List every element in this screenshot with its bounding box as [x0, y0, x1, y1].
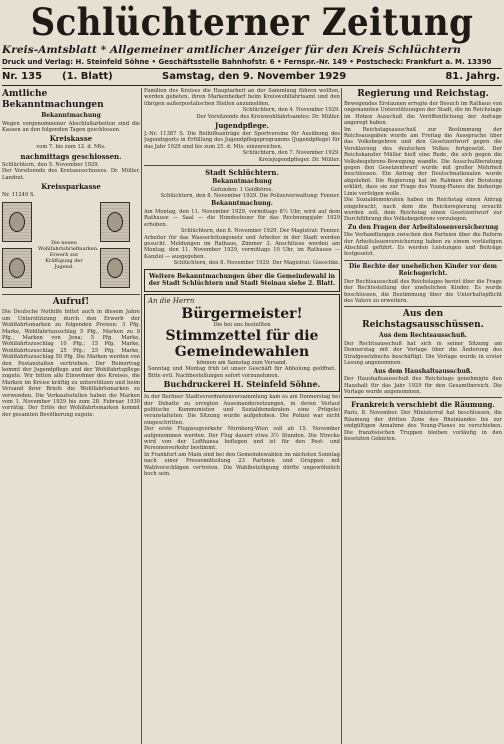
stamp-illustration [2, 200, 140, 292]
issue-number: Nr. 135 [2, 71, 43, 82]
stamp-caption: Die neuen Wohlfahrtsbriefmarken. Erwerb zur Kräftigung der Jugend. [38, 240, 99, 271]
newspaper-title: Schlüchterner Zeitung [30, 0, 474, 44]
notice-signature: Schlüchtern, den 8. November 1929. Die Polizeiverwaltung: Fenner. [160, 192, 340, 199]
dateline [2, 70, 502, 84]
notice-text: Am Montag, den 11. November 1929, vormittags 8½ Uhr, wird auf dem Rathause — Saal — die Hundesteuer für das Rechnungsjahr 1929 erhoben. [144, 208, 340, 228]
divider [344, 306, 502, 307]
ad-text: Sonntag und Montag früh ist unser Geschäft für Abholung geöffnet. Bitte evtl. Nachbestellungen sofort vorzunehmen. [148, 366, 336, 379]
notice-signature: Der Vorsitzende des Kreiswohlfahrtsamtes: Dr. Müller. [196, 113, 340, 120]
section-heading: Amtliche Bekanntmachungen [2, 89, 104, 110]
volume-year: 81. Jahrg. [445, 71, 500, 82]
masthead-subtitle: Kreis-Amtsblatt * Allgemeiner amtlicher Anzeiger für den Kreis Schlüchtern [2, 44, 461, 56]
appeal-heading: Aufruf! [52, 297, 90, 308]
notice-text: Arbeiter für das Wasserleitungsnetz und Arbeiter in der Stadt werden gesucht. Meldungen im Rathaus, Zimmer 3. Anschlüsse werden am Montag, den 11. November 1929, vormittags 10 Uhr, im Rathause — Kanzlei — ausgegeben. [144, 234, 340, 260]
column-politics [344, 88, 502, 744]
appeal-text: Die Deutsche Nothilfe bittet auch in diesem Jahre um Unterstützung durch den Erwerb der Wohlfahrtsmarken zu folgenden Preisen: 3 Pfg. Marke, Wohlfahrtszuschlag 5 Pfg., Marken zu 8 Pfg., Marken von Jena; 5 Pfg. Marke, Wohlfahrtszuschlag 10 Pfg.; 15 Pfg. Marke, Wohlfahrtszuschlag 25 Pfg.; 25 Pfg. Marke, Wohlfahrtszuschlag 50 Pfg. Die Marken werden von den Postanstalten vertrieben. Der Reinertrag kommt der Jugendpflege und der Wohlfahrtspflege zugute. Wir bitten alle Einwohner des Kreises, die Marken im Kreise kräftig zu unterstützen und beim Versand ihrer Briefe die Wohlfahrtsmarken zu verwenden. Die Verkaufsstellen haben die Marken vom 1. November 1929 bis zum 28. Februar 1930 vorrätig. Der Erlös der Wohlfahrtsmarken kommt der gesamten Bevölkerung zugute. [2, 309, 140, 418]
article-text: Bewegendes Erstaunen erregte der Besuch im Rathaus von ungenannten Unterstützungen der Stadt, die im Reichstage im Hohen Ausschuß die Veröffentlichung der Anfrage angeregt haben. [344, 101, 502, 127]
article-text: Die Verhandlungen zwischen den Parteien über die Reform der Arbeitslosenversicherung haben zu einem vorläufigen Abschluß geführt. Es werden Leistungen und Beiträge festgesetzt. [344, 232, 502, 258]
notice-signature: Der Vorsitzende des Kreisausschusses. Dr. Müller, Landrat. [2, 168, 140, 181]
notice-text: Schlüchtern, den 5. November 1929. [2, 161, 100, 168]
notice-heading: nachmittags geschlossen. [20, 151, 122, 161]
ad-text: können am Samstag zum Versand. [196, 359, 288, 366]
article-text: Paris, 8. November. Der Ministerrat hat beschlossen, die Räumung der dritten Zone des Rheinlandes bis zur endgültigen Annahme des Young-Planes zu verschieben. Die französischen Truppen bleiben vorläufig in den besetzten Gebieten. [344, 410, 502, 442]
notice-signature: Schlüchtern, den 7. November 1929. [242, 150, 340, 157]
notice-text: Wegen vorgenommener Abschlußarbeiten sind die Kassen an den folgenden Tagen geschlossen. [2, 120, 140, 133]
section-heading: Regierung und Reichstag. [357, 89, 489, 99]
divider [344, 397, 502, 398]
masthead-rule [2, 68, 502, 69]
article-heading: Aus dem Rechtsausschuß. [379, 332, 467, 340]
article-heading: Zu den Fragen der Arbeitslosenversicherung [347, 223, 499, 231]
article-heading: Die Rechte der unehelichen Kinder vor dem Reichsgericht. [349, 262, 497, 278]
divider [2, 294, 140, 295]
article-text: Im Reichstagsausschuß zur Bestimmung der Reichsausgaben wurde am Freitag die Aussprache über das Volksbegehren und den Gesetzentwurf gegen die Versklavung des deutschen Volkes fortgesetzt. Der Reichskanzler Müller hielt eine Rede, die sich gegen die Volksbegehrens-Bewegung wandte. Die Ausschußberatung gegen den Gesetzentwurf wurde mit großer Mehrheit beschlossen. Ein Antrag der Deutschnationalen wurde abgelehnt. Die Regierung hat im Rahmen der Beratung erklärt, dass sie zur Frage des Young-Planes die bisherige Linie verfolgen wolle. [344, 126, 502, 197]
column-rule-2 [341, 88, 342, 744]
box-text: Weitere Bekanntmachungen über die Gemeindewahl in der Stadt Schlüchtern und Stadt Steinau siehe 2. Blatt. [148, 272, 336, 288]
issue-date: Samstag, den 9. November 1929 [162, 71, 347, 82]
notice-signature: Kreisjugendpfleger. Dr. Müller. [258, 156, 340, 163]
notice-text: J.-Nr. 11387 S. Die Beihilfeanträge der Sportvereine für Ausübung des Jugendsports in Erfüllung des Jugendpflegeprogramms (Jugendpflege) für das Jahr 1929 sind bis zum 25. d. Mts. einzureichen. [144, 131, 340, 150]
column-local-notices [144, 88, 340, 744]
article-text: Der Haushaltsausschuß des Reichstags genehmigte den Haushalt für das Jahr 1929 für den Gesamtbereich. Die Vorlage wurde angenommen. [344, 376, 502, 395]
publisher-line: Druck und Verlag: H. Steinfeld Söhne • Geschäftsstelle Bahnhofstr. 6 • Fernspr.-Nr. 149 • Postscheck: Frankfurt a. M. 13390 [2, 58, 492, 66]
notice-heading: Kreiskasse [49, 134, 93, 144]
article-heading: Frankreich verschiebt die Räumung. [351, 400, 495, 410]
article-text: Die Sozialdemokraten haben im Reichstag einen Antrag eingebracht, nach dem die Reichsregierung ersucht werden soll, dem Reichstag einen Gesetzentwurf zur Durchführung des Volksbegehrens vorzulegen. [344, 197, 502, 223]
stamp-image [100, 202, 130, 242]
stamp-image [2, 248, 32, 288]
notice-heading: Jugendpflege. [215, 121, 269, 131]
notice-text: Gefunden: 1 Geldbörse. [210, 186, 274, 193]
dateline-rule [2, 85, 502, 86]
stamp-image [2, 202, 32, 242]
notice-box [144, 269, 340, 292]
masthead [0, 0, 504, 44]
news-text: In Frankfurt am Main sind bei den Gemeindewahlen im nächsten Sonntag nach einer Pressemitteilung 23 Parteien und Gruppen mit Wahlvorschlägen vertreten. Die Wahlbeteiligung dürfte ungewöhnlich hoch sein. [144, 451, 340, 478]
notice-signature: Schlüchtern, den 8. November 1929. Der Magistrat: Fenner. [180, 228, 340, 235]
article-text: Der Rechtsausschuß des Reichstages beriet über die Frage der Rechtsstellung der unehelichen Kinder. Es wurde beschlossen, die Bestimmung über die Unterhaltspflicht des Vaters zu erweitern. [344, 278, 502, 305]
column-official-notices [2, 88, 140, 744]
notice-text: vom 7. bis zum 12. d. Mts. [36, 144, 106, 151]
print-shop-advertisement [144, 294, 340, 393]
ad-heading: Bürgermeister! [181, 305, 303, 322]
notice-heading: Bekanntmachung. [211, 200, 273, 208]
ad-firm: Buchdruckerei H. Steinfeld Söhne. [163, 379, 321, 390]
notice-text: Familien des Kreises die Hauptarbeit an der Sammlung führen wollten, werden gebeten, ihren Markenbedarf beim Kreiswohlfahrtsamt und den übrigen außerpostalischen Stellen anzumelden. [144, 88, 340, 107]
ad-text: Die bei uns bestellten [213, 321, 271, 328]
article-heading: Aus dem Haushaltsausschuß. [373, 367, 473, 375]
edition-label: (1. Blatt) [62, 71, 113, 82]
stamp-image [100, 248, 130, 288]
notice-heading: Bekanntmachung [212, 178, 272, 186]
notice-reference: Nr. 11249 S. [2, 191, 35, 198]
news-text: In der Berliner Stadtverordnetenversammlung kam es am Donnerstag bei der Debatte zu erregten Auseinandersetzungen, in deren Verlauf politische Kommunisten und Sozialdemokraten eine Prügelei veranstalteten. Die Sitzung wurde aufgehoben. Die Polizei war nicht eingeschritten. [144, 394, 340, 426]
section-heading: Aus den Reichstagsausschüssen. [362, 309, 484, 331]
ad-salutation: An die Herrn [148, 296, 195, 305]
notice-heading: Bekanntmachung [41, 112, 101, 119]
ad-headline: Stimmzettel für die Gemeindewahlen [165, 327, 319, 360]
news-text: Der erste Flugzeugverkehr Nürnberg-Wien soll ab 15. November aufgenommen werden. Der Flug dauert etwa 3½ Stunden. Die Strecke wird von der Lufthansa beflogen und ist für den Post- und Personenverkehr bestimmt. [144, 426, 340, 452]
article-text: Der Rechtsausschuß hat sich in seiner Sitzung am Donnerstag mit der Vorlage über die Änderung des Strafgesetzbuchs beschäftigt. Die Vorlage wurde in erster Lesung angenommen. [344, 340, 502, 367]
column-rule-1 [141, 88, 142, 744]
divider [344, 260, 502, 261]
notice-heading: Stadt Schlüchtern. [205, 168, 279, 178]
notice-signature: Schlüchtern, den 4. November 1929. [242, 107, 340, 114]
notice-heading: Kreissparkasse [41, 181, 101, 191]
notice-signature: Schlüchtern, den 8. November 1929. Der Magistrat: Goeschke. [173, 260, 340, 267]
divider [144, 165, 340, 166]
